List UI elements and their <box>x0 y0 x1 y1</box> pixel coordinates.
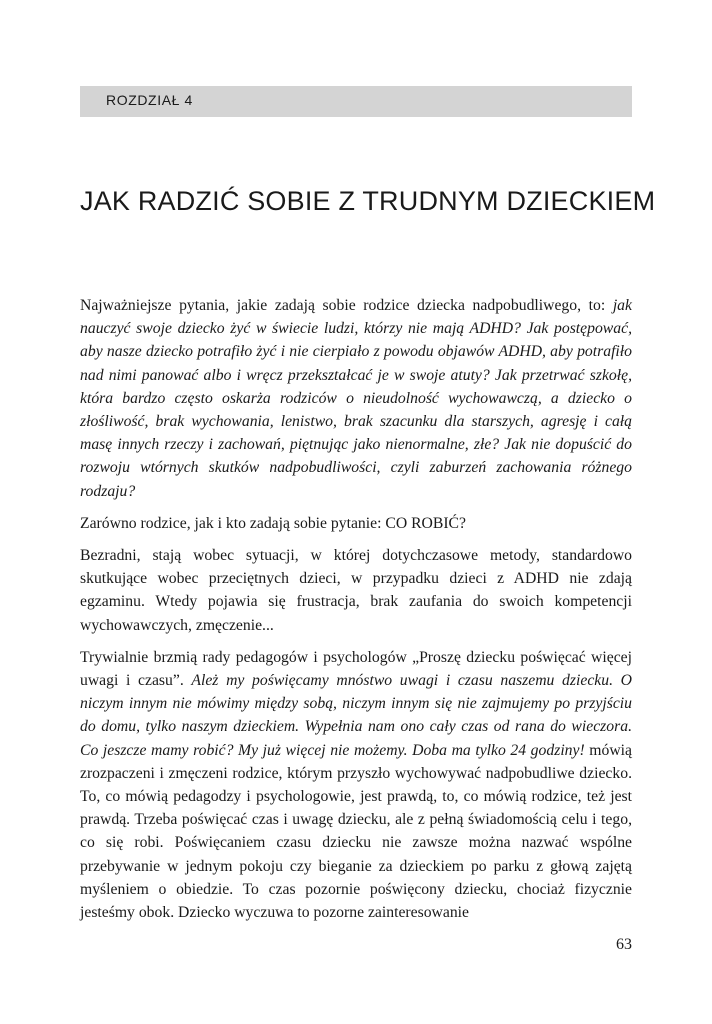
body-text <box>80 294 632 933</box>
paragraph-what-to-do: Zarówno rodzice, jak i kto zadają sobie pytanie: CO ROBIĆ? <box>80 514 466 532</box>
paragraph-helpless: Bezradni, stają wobec sytuacji, w której dotychczasowe metody, standardowo skutkujące wobec przeciętnych dzieci, w przypadku dzieci z ADHD nie zdają egzaminu. Wtedy pojawia się frustracja, brak zaufania do swoich kompetencji wychowawczych, zmęczenie... <box>80 547 632 634</box>
italic-parents-quote: Ależ my poświęcamy mnóstwo uwagi i czasu naszemu dziecku. O niczym innym nie mówimy między sobą, niczym innym się nie zajmujemy po przyjściu do domu, tylko naszym dzieckiem. Wypełnia nam ono cały czas od rana do wieczora. Co jeszcze mamy robić? My już więcej nie możemy. Doba ma tylko 24 godziny! <box>80 672 632 759</box>
paragraph-lead: Najważniejsze pytania, jakie zadają sobie rodzice dziecka nadpobudliwego, to: <box>80 297 613 314</box>
chapter-label: ROZDZIAŁ 4 <box>106 92 193 108</box>
paragraph-lead: Trywialnie brzmią rady pedagogów i psychologów „Proszę dziecku poświęcać więcej uwagi i czasu”. <box>80 648 632 690</box>
page-number: 63 <box>616 936 632 953</box>
paragraph-advice <box>80 646 632 924</box>
chapter-title: JAK RADZIĆ SOBIE Z TRUDNYM DZIECKIEM <box>80 186 656 216</box>
italic-questions: jak nauczyć swoje dziecko żyć w świecie ludzi, którzy nie mają ADHD? Jak postępować, aby nasze dziecko potrafiło żyć i nie cierpiało z powodu objawów ADHD, aby potrafiło nad nimi panować albo i wręcz przekształcać je w swoje atuty? Jak przetrwać szkołę, która bardzo często oskarża rodziców o nieudolność wychowawczą, a dziecko o złośliwość, brak wychowania, lenistwo, brak szacunku dla starszych, agresję i całą masę innych rzeczy i zachowań, piętnując jako nienormalne, złe? Jak nie dopuścić do rozwoju wtórnych skutków nadpobudliwości, czyli zaburzeń zachowania różnego rodzaju? <box>80 297 632 500</box>
paragraph-questions <box>80 294 632 503</box>
chapter-header-bar <box>80 86 632 117</box>
paragraph-tail: mówią zrozpaczeni i zmęczeni rodzice, którym przyszło wychowywać nadpobudliwe dziecko. To, co mówią pedagodzy i psychologowie, jest prawdą, to, co mówią rodzice, też jest prawdą. Trzeba poświęcać czas i uwagę dziecku, ale z pełną świadomością celu i tego, co się robi. Poświęcaniem czasu dziecku nie zawsze można nazwać wspólne przebywanie w jednym pokoju czy bieganie za dzieckiem po parku z głową zajętą myśleniem o obiedzie. To czas pozornie poświęcony dziecku, chociaż fizycznie jesteśmy obok. Dziecko wyczuwa to pozorne zainteresowanie <box>80 741 633 922</box>
